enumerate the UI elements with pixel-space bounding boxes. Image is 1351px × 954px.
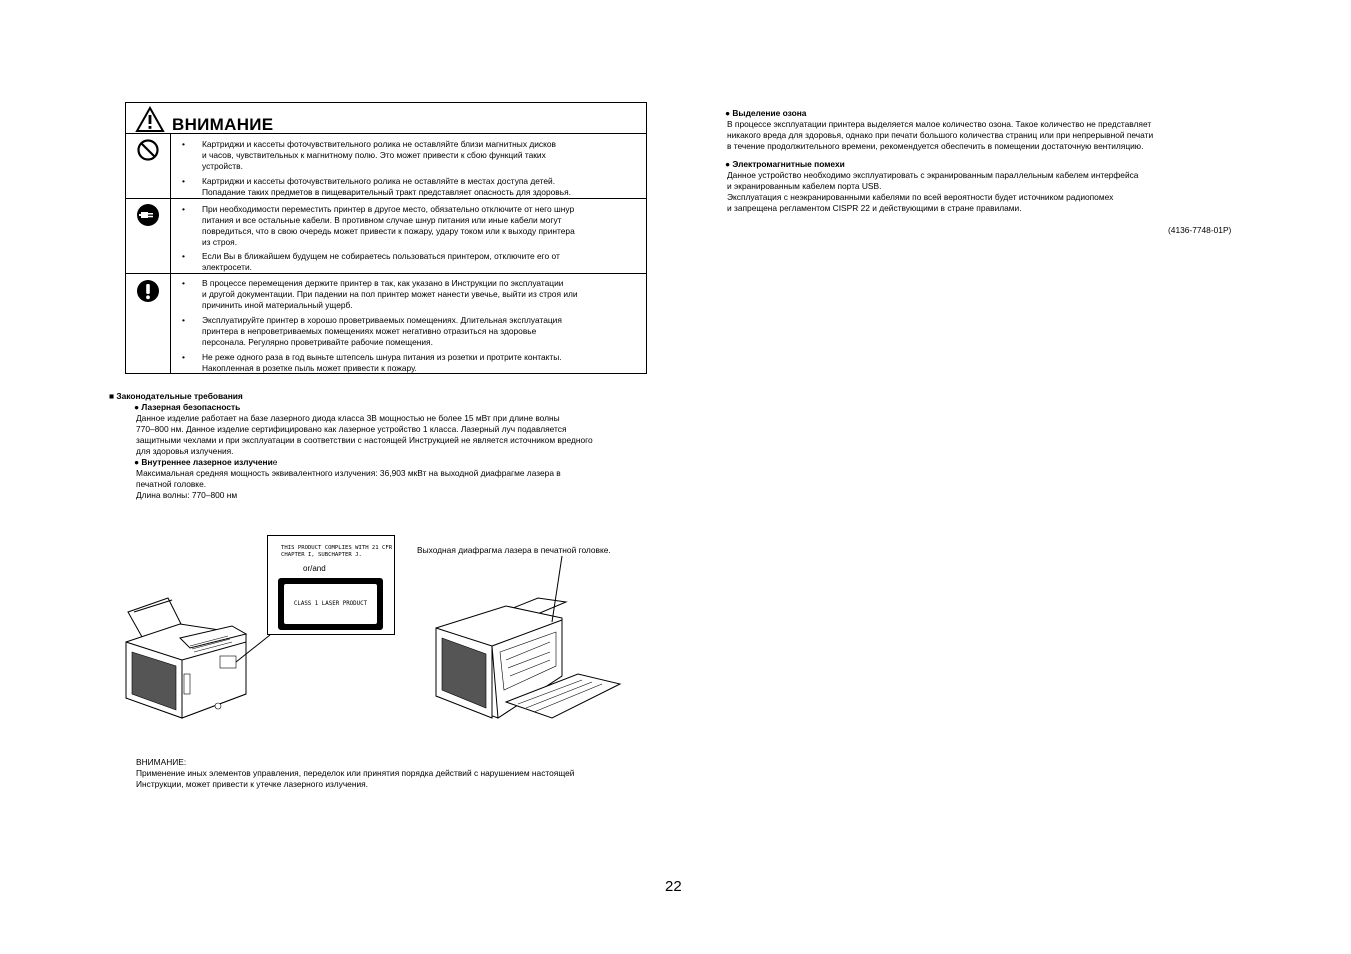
warning-triangle-icon xyxy=(135,106,165,133)
document-code: (4136-7748-01P) xyxy=(1168,225,1232,235)
label-line-1: THIS PRODUCT COMPLIES WITH 21 CFR xyxy=(281,545,393,551)
printer-rear-illustration xyxy=(120,590,280,730)
page-number: 22 xyxy=(665,878,682,895)
warning-section-magnetic: • Картриджи и кассеты фоточувствительного ролика не оставляйте близи магнитных дисков и часов, чувствительных к магнитному полю. Это может привести к сбою функций таких устройств. • Картриджи и кассеты фоточувствительного ролика не оставляйте в местах доступа детей. Попадание таких предметов в пищеварительный тракт представляет опасность для здоровья. xyxy=(126,134,646,199)
emi-text: Данное устройство необходимо эксплуатировать с экранированным параллельным кабелем интерфейса и экранированным кабелем порта USB. Эксплуатация с неэкранированными кабелями по всей вероятности будет источником радиопомех и запрещена регламентом CISPR 22 и действующими в стране правилами. xyxy=(727,170,1139,213)
label-or-and: or/and xyxy=(303,564,326,573)
printer-open-illustration xyxy=(428,556,628,736)
warning-section-unplug: • При необходимости переместить принтер в другое место, обязательно отключите от него шнур питания и все остальные кабели. В противном случае шнур питания или иные кабели могут повредиться, что в свою очередь может привести к пожару, удару током или к выходу принтера из строя. • Если Вы в ближайшем будущем не собираетесь пользоваться принтером, отключите его от электросети. xyxy=(126,199,646,274)
warning-title: ВНИМАНИЕ xyxy=(172,115,274,134)
aperture-caption: Выходная диафрагма лазера в печатной головке. xyxy=(417,545,611,555)
ozone-heading: ● Выделение озона xyxy=(725,108,807,118)
laser-label-box xyxy=(267,535,395,635)
prohibition-icon xyxy=(136,138,160,162)
caution-text: Применение иных элементов управления, переделок или принятия порядка действий с нарушением настоящей Инструкции, может привести к утечке лазерного излучения. xyxy=(136,768,575,789)
internal-laser-heading: ● Внутреннее лазерное излучение xyxy=(134,457,278,467)
exclamation-icon xyxy=(136,279,160,303)
laser-safety-heading: ● Лазерная безопасность xyxy=(134,402,241,412)
class1-label-plate xyxy=(278,578,383,630)
laser-safety-text: Данное изделие работает на базе лазерного диода класса 3B мощностью не более 15 мВт при длине волны 770–800 нм. Данное изделие сертифицировано как лазерное устройство 1 класса. Лазерный луч подавляется защитными чехлами и при эксплуатации в соответствии с настоящей Инструкцией не является источником вредного для здоровья излучения. xyxy=(136,413,593,456)
warning-box xyxy=(125,102,647,374)
emi-heading: ● Электромагнитные помехи xyxy=(725,159,845,169)
warning-header xyxy=(126,103,646,134)
ozone-text: В процессе эксплуатации принтера выделяется малое количество озона. Такое количество не представляет никакого вреда для здоровья, однако при печати большого количества страниц или при непрерывной печати в течение продолжительного времени, рекомендуется обеспечить в помещении достаточную вентиляцию. xyxy=(727,119,1154,151)
warning-section-handling: • В процессе перемещения держите принтер в так, как указано в Инструкции по эксплуатации и другой документации. При падении на пол принтер может нанести увечье, выйти из строя или причинить иной материальный ущерб. • Эксплуатируйте принтер в хорошо проветриваемых помещениях. Длительная эксплуатация принтера в непроветриваемых помещениях может негативно отразиться на здоровье персонала. Регулярно проветривайте рабочие помещения. • Не реже одного раза в год выньте штепсель шнура питания из розетки и протрите контакты. Накопленная в розетке пыль может привести к пожару. xyxy=(126,274,646,374)
class1-label-text: CLASS 1 LASER PRODUCT xyxy=(293,601,368,607)
label-line-2: CHAPTER I, SUBCHAPTER J. xyxy=(281,552,362,558)
internal-laser-text: Максимальная средняя мощность эквивалентного излучения: 36,903 мкВт на выходной диафрагме лазера в печатной головке. Длина волны: 770–800 нм xyxy=(136,468,561,500)
caution-heading: ВНИМАНИЕ: xyxy=(136,757,187,767)
unplug-icon xyxy=(136,203,160,227)
legal-heading: ■ Законодательные требования xyxy=(109,391,243,401)
